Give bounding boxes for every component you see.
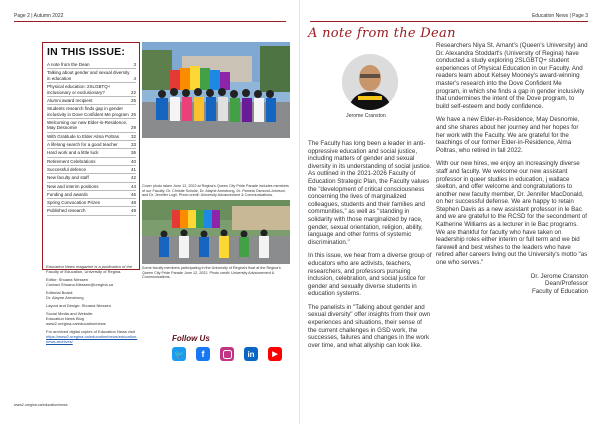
signature-role: Dean/Professor	[545, 280, 588, 288]
pride-group-photo	[142, 42, 290, 138]
toc-item[interactable]	[47, 174, 136, 182]
toc-item-title: Hard work and a little luck	[47, 150, 99, 156]
toc-item-page: 29	[130, 125, 136, 131]
toc-item-page: 33	[130, 142, 136, 148]
masthead-board-label: Editorial Board:	[46, 290, 74, 295]
toc-item[interactable]	[47, 61, 136, 69]
signature-name: Dr. Jerome Cranston	[530, 272, 588, 280]
toc-item[interactable]	[47, 69, 136, 83]
toc-item-page: 3	[133, 62, 136, 67]
right-page-header: Education News | Page 3	[531, 13, 588, 19]
dean-portrait-image	[342, 54, 398, 110]
col1-paragraph: The Faculty has long been a leader in anti-oppressive education and social justice, including matters of gender and sexual diversity in its understanding of social justice. As outlined in the 2021-2026 Faculty of Education Strategic Plan, the Faculty values the "development of critical consciousness concerning the lives of marginalized colleagues, students and their families and communities," as well as "standing in solidarity with those marginalized by race, gender, sexual orientation, religion, ability, language and other forms of systemic discrimination."	[308, 140, 432, 246]
toc-item-page: 4	[133, 75, 136, 81]
toc-item-title: Funding and awards	[47, 191, 88, 197]
instagram-icon[interactable]	[220, 347, 234, 361]
masthead-layout: Layout and Design: Shuana Niessen	[46, 303, 111, 308]
pride-group-photo-image	[142, 42, 290, 138]
toc-item-page: 44	[130, 183, 136, 189]
body-column-1	[308, 140, 432, 355]
toc-item-page: 40	[130, 158, 136, 164]
pride-group-photo-caption: Cover photo taken June 12, 2022 at Regina's Queen City Pride Parade includes members of our Faculty: Dr. Christie Schultz, Dr. Alayne Armstrong, Dr. Pamela Osmond-Johnson, and Dr. Jennifer Lugli. Photo credit: University Advancement & Communications.	[142, 184, 289, 198]
toc-item[interactable]	[47, 149, 136, 157]
col2-paragraph: Researchers Niya St. Amant's (Queen's University) and Dr. Alexandra Stoddart's (University of Regina) have conducted a study exploring 2SLGBTQ+ student experiences of Physical Education in our Faculty. And readers learn about Kelsey Mooney's award-winning master's research into the Dove Confident Me program, in which she finds a gap in gender inclusivity that undermines the intent of the Dove program, to build self-esteem and body confidence.	[436, 42, 588, 110]
toc-item-page: 42	[130, 175, 136, 181]
page-title: A note from the Dean	[308, 26, 456, 41]
toc-item-title: Published research	[47, 208, 86, 214]
right-page	[300, 0, 600, 424]
toc-list	[47, 61, 136, 216]
toc-item[interactable]	[47, 183, 136, 191]
col1-paragraph: In this issue, we hear from a diverse group of educators who are activists, teachers, researchers, and professors pursuing inclusion, celebration, and social justice for gender and sexually diverse students in education systems.	[308, 252, 432, 298]
masthead-archived-label: For archived digital copies of Education News visit	[46, 329, 135, 334]
follow-us-label: Follow Us	[172, 334, 210, 343]
toc-item-title: New faculty and staff	[47, 175, 89, 181]
toc-item[interactable]	[47, 133, 136, 141]
toc-item-title: Spring Convocation Prizes	[47, 200, 101, 206]
signature	[436, 273, 588, 296]
toc-item[interactable]	[47, 207, 136, 215]
toc-item-page: 46	[130, 191, 136, 197]
masthead-line2: Faculty of Education, University of Regina.	[46, 269, 122, 274]
masthead-contact: Contact Shuana.Niessen@uregina.ca	[46, 282, 113, 287]
toc-item-page: 49	[130, 208, 136, 214]
parade-photo-caption: Some faculty members participating in the University of Regina's float at the Regina's Queen City Pride Parade June 12, 2022. Photo credit: University Advancement & Communications.	[142, 266, 281, 280]
toc-item-page: 48	[130, 200, 136, 206]
toc-item-page: 25	[130, 97, 136, 103]
signature-faculty: Faculty of Education	[531, 287, 588, 295]
toc-item[interactable]	[47, 199, 136, 207]
toc-item[interactable]	[47, 105, 136, 119]
body-column-2	[436, 42, 588, 295]
toc-item[interactable]	[47, 141, 136, 149]
masthead-editor: Editor: Shuana Niessen	[46, 277, 89, 282]
toc-item-title: Retirement Celebrations	[47, 158, 96, 164]
toc-item-title: A note from the Dean	[47, 62, 90, 67]
toc-item-page: 36	[130, 150, 136, 156]
toc-item-page: 32	[130, 133, 136, 139]
col2-paragraph: We have a new Elder-in-Residence, May Desnomie, and she shares about her journey and her hopes for her work with the Faculty. We are grateful for the teachings of our former Elder-in-Residence, Alma Poltras, who retired in fall 2022.	[436, 116, 580, 154]
footer-url[interactable]: www2.uregina.ca/education/news	[14, 403, 68, 407]
parade-photo	[142, 200, 290, 264]
toc-item[interactable]	[47, 158, 136, 166]
toc-item-title: Welcoming our new Elder-in-Residence, May Desnomie	[47, 119, 128, 131]
toc-item-title: New and interim positions	[47, 183, 99, 189]
toc-item-page: 22	[130, 89, 136, 95]
toc-title: IN THIS ISSUE:	[47, 46, 126, 58]
col1-paragraph: The panelists in "Talking about gender and sexual diversity" offer insights from their own experiences and situations, their sense of the current challenges in GSD work, the successes, failures and changes in the work over time, and what allyship can look like.	[308, 303, 431, 349]
toc-item[interactable]	[47, 191, 136, 199]
masthead-line1: Education News magazine is a publication of the	[46, 264, 133, 269]
toc-item-title: Students research finds gap in gender inclusivity in Dove Confident Me program	[47, 106, 129, 117]
toc-item-title: Alumni award recipient	[47, 97, 93, 103]
header-rule	[310, 21, 588, 22]
linkedin-icon[interactable]: in	[244, 347, 258, 361]
toc-item[interactable]	[47, 166, 136, 174]
dean-portrait	[342, 54, 398, 110]
header-rule	[14, 21, 286, 22]
masthead	[46, 264, 144, 347]
youtube-icon[interactable]: ▶	[268, 347, 282, 361]
toc-item-title: A lifelong search for a good teacher	[47, 142, 118, 148]
masthead-board: Dr. Alayne Armstrong	[46, 295, 84, 300]
masthead-blog: Education News Blog www2.uregina.ca/education/news	[46, 316, 106, 326]
toc-item-page: 26	[130, 111, 136, 117]
parade-photo-image	[142, 200, 290, 264]
toc-item-title: With Gratitude to Elder Alma Poltras	[47, 133, 120, 139]
toc-item-page: 41	[130, 166, 136, 172]
col2-paragraph: With our new hires, we enjoy an increasingly diverse staff and faculty. We welcome our new assistant professor in queer studies in education, j wallace skelton, and offer welcome and congratulations to another new faculty member, Dr. Jennifer MacDonald, on her successful defense. We are happy to retain Stephen Davis as a new assistant professor in le Bac and we are grateful to the RCSD for the secondment of Katherine Williams as a lecturer in le Bac programs. We are thankful for faculty who have taken on leadership roles either interim or full term and we bid farewell and best wishes to the leaders who have retired after careers living out the University's motto "as one who serves."	[436, 160, 588, 267]
toc-item-title: Successful defence	[47, 166, 87, 172]
toc-item[interactable]	[47, 97, 136, 105]
table-of-contents	[42, 42, 140, 270]
toc-item[interactable]	[47, 83, 136, 97]
masthead-social-label: Social Media and Website:	[46, 311, 94, 316]
toc-item-title: Physical education: 2SLGBTQ+ inclusionary or exclusionary?	[47, 84, 111, 95]
facebook-icon[interactable]: f	[196, 347, 210, 361]
left-page-header: Page 2 | Autumn 2022	[14, 13, 64, 19]
twitter-icon[interactable]: 🐦	[172, 347, 186, 361]
archives-link[interactable]: https://www2.uregina.ca/education/news/education-news-archives/	[46, 334, 138, 344]
toc-item[interactable]	[47, 119, 136, 133]
toc-item-title: Talking about gender and sexual diversity in education	[47, 70, 130, 81]
portrait-caption: Jerome Cranston	[346, 113, 386, 119]
